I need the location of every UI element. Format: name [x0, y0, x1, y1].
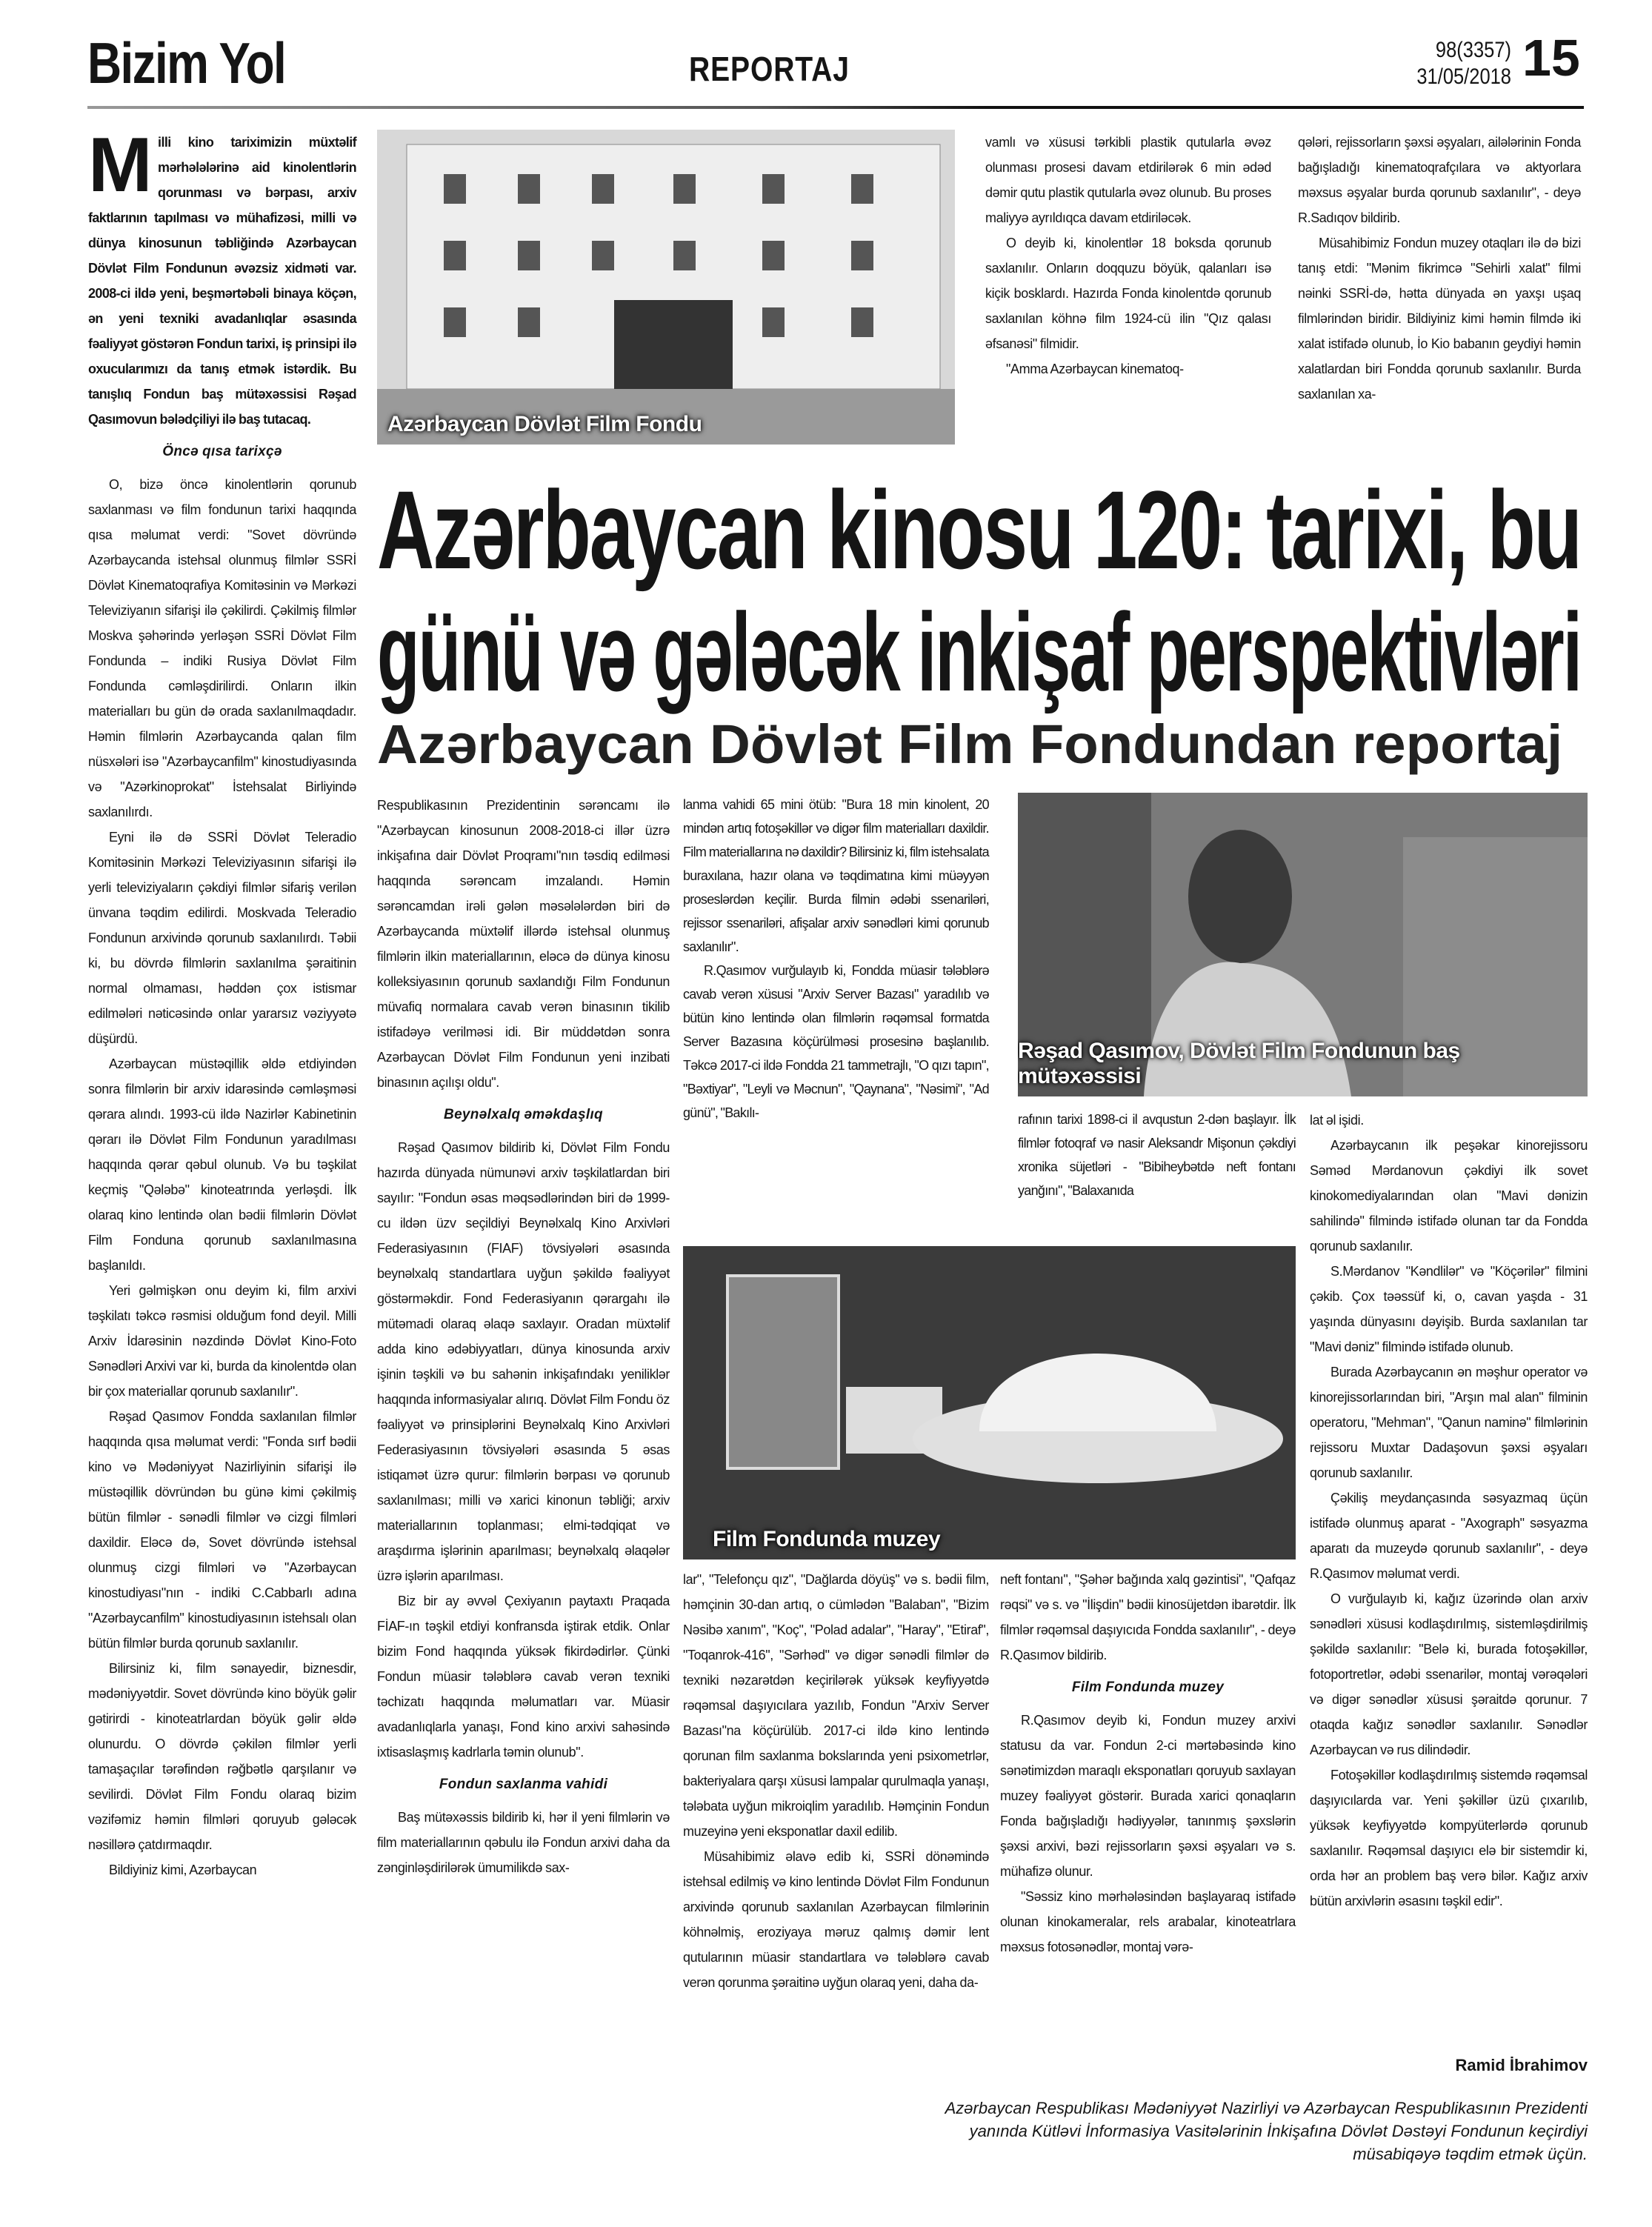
paragraph: lar", "Telefonçu qız", "Dağlarda döyüş" və s. bədii film, həmçinin 30-dan artıq, o cümlədən "Balaban", "Bizim Nəsibə xanım", "Koç", "Polad adalar", "Haray", "Etiraf", "Toqanrok-416", "Sərhəd" və digər sənədli filmlər də texniki nəzarətdən keçirilərək yüksək keyfiyyətdə rəqəmsal daşıyıcılara yazılıb, Fondun "Arxiv Server Bazası"na köçürülüb. 2017-ci ildə kino lentində qorunan film saxlanma bokslarında yeni psixometrlər, bakteriyalara qarşı xüsusi lampalar qurulmaqla yanaşı, tələbata uyğun mikroiqlim yaradılıb. Həmçinin Fondun muzeyinə yeni eksponatlar daxil edilib. — [683, 1572, 989, 1839]
museum-illustration — [683, 1246, 1296, 1559]
intro-paragraph — [88, 122, 356, 432]
paragraph: Rəşad Qasımov Fondda saxlanılan filmlər haqqında qısa məlumat verdi: "Fonda sırf bədii kino və Mədəniyyət Nazirliyinin sifarişi ilə müstəqillik dövründən bu günə kimi çəkilmiş bütün filmlər - sənədli filmlər və cizgi filmləri daxildir. Eləcə də, Sovet dövründə istehsal olunmuş cizgi filmləri və "Azərbaycan kinostudiyası"nın - indiki C.Cabbarlı adına "Azərbaycanfilm" kinostudiyasının istehsalı olan bütün filmlər burda qorunub saxlanılır. — [88, 1409, 356, 1651]
paragraph: Fotoşəkillər kodlaşdırılmış sistemdə rəqəmsal daşıyıcılarda var. Yeni şəkillər üzü çıxarılıb, yüksək keyfiyyətdə kompyüterlərdə qorunub saxlanılır. Rəqəmsal daşıyıcı elə bir sistemdir ki, orda hər an problem baş verə bilər. Kağız arxiv bütün arxivlərin əsasını təşkil edir". — [1310, 1768, 1588, 1908]
building-photo-caption: Azərbaycan Dövlət Film Fondu — [387, 412, 702, 436]
section-subheading: Beynəlxalq əməkdaşlıq — [444, 1107, 603, 1122]
paragraph: Rəşad Qasımov bildirib ki, Dövlət Film Fondu hazırda dünyada nümunəvi arxiv təşkilatlardan biri sayılır: "Fondun əsas məqsədlərindən biri də 1999-cu ildən üzv seçildiyi Beynəlxalq Kino Arxivləri Federasiyasının (FIAF) tövsiyələri əsasında beynəlxalq standartlara uyğun şəkildə fəaliyyət göstərməkdir. Fond Federasiyanın qərargahı ilə mütəmadi olaraq əlaqə saxlayır. Oradan müxtəlif adda kino ədəbiyyatları, dünya kinosunda arxiv işinin təşkili və bu sahənin inkişafındakı yeniliklər haqqında informasiyalar alırıq. Dövlət Film Fondu öz fəaliyyət və prinsiplərini Beynəlxalq Kino Arxivləri Federasiyasının tövsiyələri əsasında 5 əsas istiqamət üzrə qurur: filmlərin bərpası və qorunub saxlanılması; milli və xarici kinonun təbliği; arxiv materiallarının toplanması; elmi-tədqiqat və araşdırma işlərinin aparılması; beynəlxalq əlaqələr üzrə işlərin aparılması. — [377, 1140, 670, 1583]
paragraph: O vurğulayıb ki, kağız üzərində olan arxiv sənədləri xüsusi kodlaşdırılmış, sistemləşdirilmiş şəkildə saxlanılır: "Belə ki, burada fotoşəkillər, fotoportretlər, ədəbi ssenarilər, montaj vərəqələri və digər sənədlər xüsusi şəraitdə qorunur. 7 otaqda kağız sənədlər saxlanılır. Sənədlər Azərbaycan və rus dilindədir. — [1310, 1591, 1588, 1757]
paragraph: Azərbaycan müstəqillik əldə etdiyindən sonra filmlərin bir arxiv idarəsində cəmləşməsi qərara alındı. 1993-cü ildə Nazirlər Kabinetinin qərarı ilə Dövlət Film Fondunun yaradılması haqqında qərar qəbul olunub. Və bu təşkilat keçmiş "Qələbə" kinoteatrında yerləşdi. İlk olaraq kino lentində olan bədii filmlərin Dövlət Film Fonduna qorunub saxlanılmasına başlanıldı. — [88, 1056, 356, 1273]
column-a — [377, 793, 670, 1880]
paragraph: "Səssiz kino mərhələsindən başlayaraq istifadə olunan kinokameralar, rels arabalar, kinoteatrlara məxsus fotosənədlər, montaj vərə- — [1000, 1889, 1296, 1954]
intro-text: illi kino tariximizin müxtəlif mərhələlərinə aid kinolentlərin qorunması və bərpası, arxiv faktlarının tapılması və mühafizəsi, milli və dünya kinosunun təbliğində Azərbaycan Dövlət Film Fondunun əvəzsiz xidməti var. 2008-ci ildə yeni, beşmərtəbəli binaya köçən, ən yeni texniki avadanlıqlar əsasında fəaliyyət göstərən Fondun tarixi, iş prinsipi ilə oxucularımızı da tanış etmək istərdik. Bu tanışlıq Fondun baş mütəxəssisi Rəşad Qasımovun bələdçiliyi ilə baş tutacaq. — [88, 135, 356, 427]
header-rule — [87, 106, 1584, 109]
left-column — [88, 122, 356, 1883]
paragraph: "Amma Azərbaycan kinematoq- — [1006, 362, 1184, 376]
building-illustration — [377, 130, 955, 445]
column-c-top — [1018, 1108, 1296, 1202]
paragraph: Eyni ilə də SSRİ Dövlət Teleradio Komitəsinin Mərkəzi Televiziyasının sifarişi ilə yerli televiziyaların çəkdiyi filmlər sifariş verilən ünvana təqdim edilirdi. Moskvada Teleradio Fondunun arxivində qorunub saxlanılırdı. Təbii ki, bu dövrdə filmlərin saxlanılma şəraitinin normal olmaması, həddən çox istismar edilmələri nəticəsində onlar yararsız vəziyyətə düşürdü. — [88, 830, 356, 1046]
section-subheading: Fondun saxlanma vahidi — [439, 1777, 608, 1792]
paragraph: O, bizə öncə kinolentlərin qorunub saxlanması və film fondunun tarixi haqqında qısa məlumat verdi: "Sovet dövründə Azərbaycanda istehsal olunmuş filmlər SSRİ Dövlət Kinematoqrafiya Komitəsinin və Mərkəzi Televiziyanın sifarişi ilə çəkilirdi. Çəkilmiş filmlər Moskva şəhərində yerləşən SSRİ Dövlət Film Fondunda – indiki Rusiya Dövlət Film Fondunda cəmləşdirilirdi. Onların ilkin materialları bu gün də orada saxlanılmaqdadır. Həmin filmlərin Azərbaycanda qalan film nüsxələri isə "Azərbaycanfilm" kinostudiyasında və "Azərkinoprokat" İstehsalat Birliyində saxlanılırdı. — [88, 477, 356, 819]
paragraph: Respublikasının Prezidentinin sərəncamı ilə "Azərbaycan kinosunun 2008-2018-ci illər üzrə inkişafına dair Dövlət Proqramı"nın təsdiq edilməsi haqqında sərəncam imzalandı. Həmin sərəncamdan irəli gələn məsələlərdən biri də Azərbaycanda müxtəlif illərdə istehsal olunmuş filmlərin ilkin materiallarının, eləcə də dünya kinosu kolleksiyasının qorunub saxlandığı Film Fondunun müvafiq normalara cavab verən binasının tikilib istifadəyə verilməsi idi. Bir müddətdən sonra Azərbaycan Dövlət Film Fondunun yeni inzibati binasının açılışı oldu". — [377, 798, 670, 1090]
page-number: 15 — [1522, 29, 1580, 87]
subheadline: Azərbaycan Dövlət Film Fondundan reportaj — [377, 713, 1563, 775]
right-column — [1310, 1108, 1588, 1914]
issue-date: 31/05/2018 — [1416, 64, 1511, 89]
museum-photo — [683, 1246, 1296, 1559]
paragraph: Baş mütəxəssis bildirib ki, hər il yeni filmlərin və film materiallarının qəbulu ilə Fondun arxivi daha da zənginləşdirilərək ümumilikdə sax- — [377, 1810, 670, 1875]
footer-note: Azərbaycan Respublikası Mədəniyyət Nazirliyi və Azərbaycan Respublikasının Prezidenti yanında Kütləvi İnformasiya Vasitələrinin İnkişafına Dövlət Dəstəyi Fondunun keçirdiyi müsabiqəyə təqdim etmək üçün. — [945, 2099, 1588, 2163]
portrait-photo-caption: Rəşad Qasımov, Dövlət Film Fondunun baş mütəxəssisi — [1018, 1039, 1460, 1088]
paragraph: Bildiyiniz kimi, Azərbaycan — [109, 1863, 257, 1877]
paragraph: neft fontanı", "Şəhər bağında xalq gəzintisi", "Qafqaz rəqsi" və s. və "İlişdin" bədii kinosüjetdən ibarətdir. İlk filmlər rəqəmsal daşıyıcıda Fondda saxlanılır", - deyə R.Qasımov bildirib. — [1000, 1572, 1296, 1662]
issue-info — [1385, 37, 1511, 90]
issue-number: 98(3357) — [1435, 38, 1511, 62]
paragraph: Burada Azərbaycanın ən məşhur operator və kinorejissorlarından biri, "Arşın mal alan" filminin operatoru, "Mehman", "Qanun naminə" filmlərinin rejissoru Muxtar Dadaşovun şəxsi əşyaları qorunub saxlanılır. — [1310, 1365, 1588, 1480]
column-b-bottom — [683, 1567, 989, 1995]
building-photo — [377, 130, 955, 445]
author-signature: Ramid İbrahimov — [1455, 2056, 1588, 2074]
top-right-column — [1298, 130, 1581, 407]
portrait-photo — [1018, 793, 1588, 1096]
museum-photo-caption: Film Fondunda muzey — [713, 1527, 941, 1551]
paragraph: Müsahibimiz Fondun muzey otaqları ilə də bizi tanış etdi: "Mənim fikrimcə "Sehirli xalat" filmi nəinki SSRİ-də, hətta dünyada ən yaxşı uşaq filmlərindən biridir. Bildiyiniz kimi həmin filmdə iki xalat istifadə olunub, İo Kio babanın geydiyi həmin xalatlardan biri Fondda qorunub saxlanılır. Burda saxlanılan xa- — [1298, 236, 1581, 402]
left-column-body — [88, 439, 356, 1883]
paragraph: lanma vahidi 65 mini ötüb: "Bura 18 min kinolent, 20 mindən artıq fotoşəkillər və digər film materialları daxildir. Film materiallarına nə daxildir? Bilirsiniz ki, film istehsalata buraxılana, hazır olana və təqdimatına kimi müəyyən proseslərdən keçilir. Burda filmin ədəbi ssenariləri, rejissor ssenariləri, afişalar arxiv sənədləri kimi qorunub saxlanılır". — [683, 797, 989, 954]
paragraph: S.Mərdanov "Kəndlilər" və "Köçərilər" filmini çəkib. Çox təəssüf ki, o, cavan yaşda - 31 yaşında dünyasını dəyişib. Burda saxlanılan tar "Mavi dəniz" filmində istifadə olunub. — [1310, 1264, 1588, 1354]
paragraph: Müsahibimiz əlavə edib ki, SSRİ dönəmində istehsal edilmiş və kino lentində Dövlət Film Fondunun arxivində qorunub saxlanılan Azərbaycan filmlərinin köhnəlmiş, eroziyaya məruz qalmış dəmir lent qutularının müasir standartlara və tələblərə cavab verən qorunma şəraitinə uyğun olaraq yeni, daha da- — [683, 1849, 989, 1990]
paragraph: qələri, rejissorların şəxsi əşyaları, ailələrinin Fonda bağışladığı kinematoqrafçılara və aktyorlara məxsus əşyalar burda qorunub saxlanılır", - deyə R.Sadıqov bildirib. — [1298, 135, 1581, 225]
paragraph: lat əl işidi. — [1310, 1113, 1364, 1128]
column-c-bottom — [1000, 1567, 1296, 1960]
column-b-top — [683, 793, 989, 1125]
paragraph: Biz bir ay əvvəl Çexiyanın paytaxtı Praqada FİAF-ın təşkil etdiyi konfransda iştirak etdik. Onlar bizim Fond haqqında yüksək fikirdədirlər. Çünki Fondun müasir tələblərə cavab verən texniki təchizatı haqqında məlumatları var. Müasir avadanlıqlarla yanaşı, Fond kino arxivi sahəsində ixtisaslaşmış kadrlarla təmin olunub". — [377, 1594, 670, 1760]
paragraph: rafının tarixi 1898-ci il avqustun 2-dən başlayır. İlk filmlər fotoqraf və nasir Aleksandr Mişonun çəkdiyi xronika süjetləri - "Bibiheybətdə neft fontanı yanğını", "Balaxanıda — [1018, 1112, 1296, 1198]
paragraph: Yeri gəlmişkən onu deyim ki, film arxivi təşkilatı təkcə rəsmisi olduğum fond deyil. Milli Arxiv İdarəsinin nəzdində Dövlət Kino-Foto Sənədləri Arxivi var ki, burda da kinolentdə olan bir çox materiallar qorunub saxlanılır". — [88, 1283, 356, 1399]
top-middle-column — [985, 130, 1271, 382]
paragraph: R.Qasımov vurğulayıb ki, Fondda müasir tələblərə cavab verən xüsusi "Arxiv Server Bazası" yaradılıb və bütün kino lentində olan filmlərin rəqəmsal formatda Server Bazasına köçürülməsi prosesinə başlanılıb. Təkcə 2017-ci ildə Fondda 21 tammetrajlı, "O qızı tapın", "Bəxtiyar", "Leyli və Məcnun", "Qaynana", "Nəsimi", "Ad günü", "Bakılı- — [683, 963, 989, 1120]
paragraph: Azərbaycanın ilk peşəkar kinorejissoru Səməd Mərdanovun çəkdiyi ilk sovet kinokomediyalarından olan "Mavi dənizin sahilində" filmində istifadə olunan tar da Fondda qorunub saxlanılır. — [1310, 1138, 1588, 1254]
section-subheading: Öncə qısa tarixçə — [162, 444, 282, 459]
section-subheading: Film Fondunda muzey — [1071, 1680, 1225, 1695]
paragraph: Çəkiliş meydançasında səsyazmaq üçün istifadə olunmuş aparat - "Axograph" səsyazma aparatı da muzeydə qorunub saxlanılır", - deyə R.Qasımov məlumat verdi. — [1310, 1491, 1588, 1581]
section-title: REPORTAJ — [689, 50, 850, 88]
paragraph: O deyib ki, kinolentlər 18 boksda qorunub saxlanılır. Onların doqquzu böyük, qalanları isə kiçik bosklardı. Hazırda Fonda kinolentdə qorunub saxlanılan köhnə film 1924-cü ilin "Qız qalası əfsanəsi" filmidir. — [985, 236, 1271, 351]
paragraph: vamlı və xüsusi tərkibli plastik qutularla əvəz olunması prosesi davam etdirilərək 6 min ədəd dəmir qutu plastik qutularla əvəz olunub. Bu proses maliyyə ayrıldıqca davam etdiriləcək. — [985, 135, 1271, 225]
newspaper-masthead: Bizim Yol — [87, 30, 286, 96]
headline-line-2: günü və gələcək inkişaf perspektivləri — [377, 590, 1582, 714]
headline-line-1: Azərbaycan kinosu 120: tarixi, bu — [377, 467, 1581, 592]
paragraph: Bilirsiniz ki, film sənayedir, biznesdir, mədəniyyətdir. Sovet dövründə kino böyük gəlir gətirirdi - kinoteatrlardan böyük gəlir əldə olunurdu. O dövrdə çəkilən filmlər yerli tamaşaçılar tərəfindən rəğbətlə qarşılanır və sevilirdi. Dövlət Film Fondu olaraq bizim vəzifəmiz həmin filmləri qoruyub gələcək nəsillərə çatdırmaqdır. — [88, 1661, 356, 1852]
drop-cap: M — [88, 122, 153, 208]
paragraph: R.Qasımov deyib ki, Fondun muzey arxivi statusu da var. Fondun 2-ci mərtəbəsində kino sənətimizdən maraqlı eksponatları qoruyub saxlayan muzey fəaliyyət göstərir. Burada xarici qonaqların Fonda bağışladığı hədiyyələr, tanınmış şəxslərin şəxsi arxivi, bəzi rejissorların şəxsi əşyaları və s. mühafizə olunur. — [1000, 1713, 1296, 1879]
